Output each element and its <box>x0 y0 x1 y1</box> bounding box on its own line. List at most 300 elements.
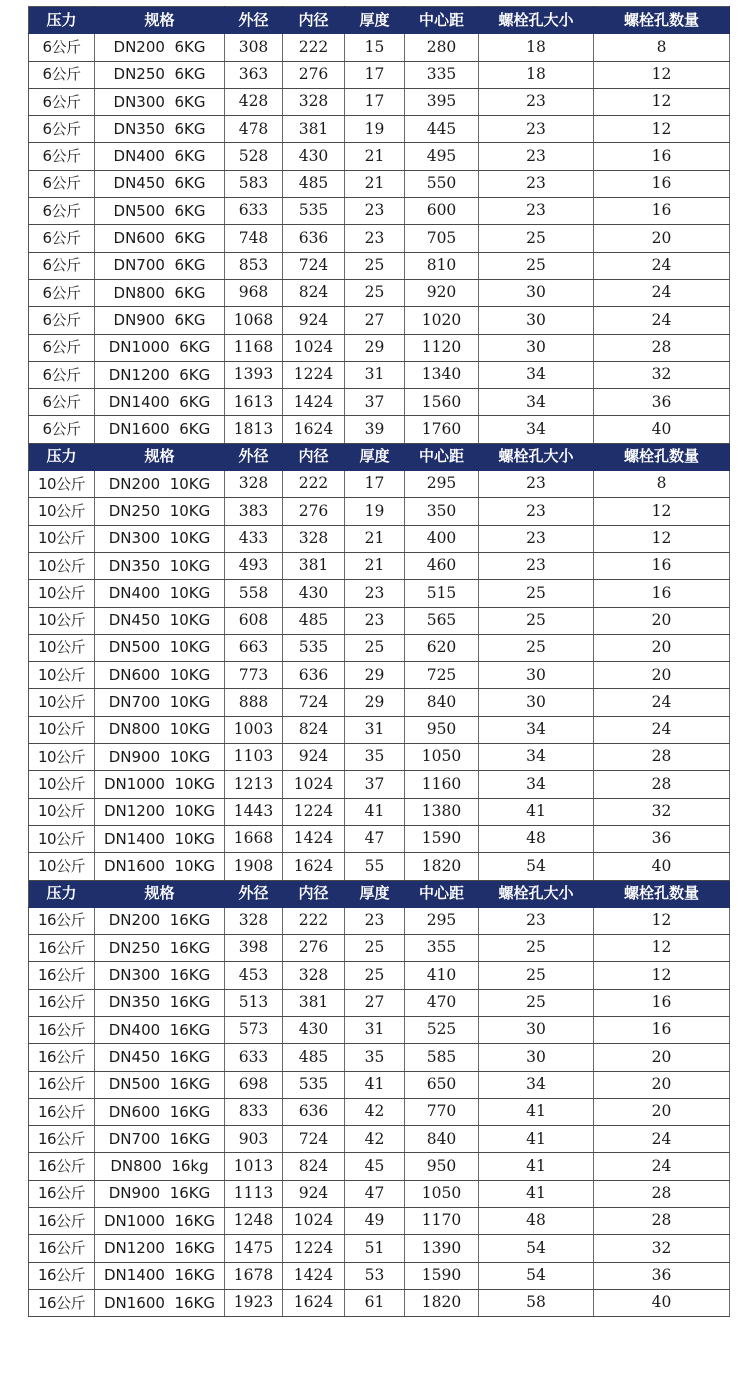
cell-outer-diameter: 363 <box>225 61 283 88</box>
cell-outer-diameter: 773 <box>225 662 283 689</box>
cell-outer-diameter: 573 <box>225 1016 283 1043</box>
cell-spec: DN800 10KG <box>95 716 225 743</box>
table-row <box>29 225 730 252</box>
cell-bolt-hole-size: 48 <box>479 825 594 852</box>
cell-outer-diameter: 968 <box>225 279 283 306</box>
cell-inner-diameter: 328 <box>283 962 345 989</box>
cell-pressure: 16公斤 <box>29 935 95 962</box>
table-row <box>29 143 730 170</box>
table-row <box>29 1016 730 1043</box>
cell-bolt-hole-count: 20 <box>594 1071 730 1098</box>
cell-thickness: 17 <box>345 471 405 498</box>
cell-bolt-hole-count: 32 <box>594 361 730 388</box>
cell-outer-diameter: 478 <box>225 116 283 143</box>
column-header-bolt-hole-size: 螺栓孔大小 <box>479 880 594 907</box>
cell-outer-diameter: 528 <box>225 143 283 170</box>
table-row <box>29 88 730 115</box>
column-header-bolt-hole-size: 螺栓孔大小 <box>479 7 594 34</box>
cell-thickness: 27 <box>345 989 405 1016</box>
cell-bolt-hole-size: 34 <box>479 771 594 798</box>
cell-thickness: 29 <box>345 334 405 361</box>
cell-center-distance: 1560 <box>405 389 479 416</box>
cell-center-distance: 335 <box>405 61 479 88</box>
cell-bolt-hole-size: 25 <box>479 989 594 1016</box>
cell-pressure: 16公斤 <box>29 1153 95 1180</box>
cell-inner-diameter: 824 <box>283 1153 345 1180</box>
cell-center-distance: 565 <box>405 607 479 634</box>
column-header-center-distance: 中心距 <box>405 7 479 34</box>
cell-pressure: 6公斤 <box>29 334 95 361</box>
cell-outer-diameter: 1013 <box>225 1153 283 1180</box>
cell-inner-diameter: 724 <box>283 1126 345 1153</box>
cell-thickness: 35 <box>345 744 405 771</box>
cell-inner-diameter: 1024 <box>283 1208 345 1235</box>
cell-outer-diameter: 428 <box>225 88 283 115</box>
cell-pressure: 10公斤 <box>29 662 95 689</box>
table-row <box>29 61 730 88</box>
cell-bolt-hole-count: 36 <box>594 389 730 416</box>
cell-pressure: 10公斤 <box>29 825 95 852</box>
cell-bolt-hole-count: 24 <box>594 279 730 306</box>
cell-pressure: 6公斤 <box>29 61 95 88</box>
cell-thickness: 45 <box>345 1153 405 1180</box>
cell-bolt-hole-size: 34 <box>479 361 594 388</box>
table-row <box>29 935 730 962</box>
table-row <box>29 116 730 143</box>
cell-center-distance: 1390 <box>405 1235 479 1262</box>
cell-thickness: 17 <box>345 61 405 88</box>
cell-bolt-hole-count: 16 <box>594 1016 730 1043</box>
column-header-thickness: 厚度 <box>345 880 405 907</box>
cell-inner-diameter: 636 <box>283 662 345 689</box>
cell-bolt-hole-size: 18 <box>479 61 594 88</box>
cell-outer-diameter: 1813 <box>225 416 283 443</box>
cell-bolt-hole-count: 12 <box>594 116 730 143</box>
cell-center-distance: 1050 <box>405 1180 479 1207</box>
table-row <box>29 389 730 416</box>
cell-thickness: 41 <box>345 1071 405 1098</box>
cell-spec: DN300 16KG <box>95 962 225 989</box>
cell-bolt-hole-size: 25 <box>479 962 594 989</box>
cell-spec: DN1400 6KG <box>95 389 225 416</box>
cell-center-distance: 1120 <box>405 334 479 361</box>
cell-bolt-hole-size: 30 <box>479 662 594 689</box>
cell-spec: DN250 16KG <box>95 935 225 962</box>
cell-thickness: 47 <box>345 1180 405 1207</box>
cell-spec: DN600 6KG <box>95 225 225 252</box>
cell-pressure: 16公斤 <box>29 1098 95 1125</box>
cell-pressure: 6公斤 <box>29 361 95 388</box>
cell-outer-diameter: 663 <box>225 634 283 661</box>
cell-pressure: 10公斤 <box>29 607 95 634</box>
cell-center-distance: 840 <box>405 689 479 716</box>
cell-pressure: 10公斤 <box>29 853 95 880</box>
cell-inner-diameter: 924 <box>283 744 345 771</box>
cell-outer-diameter: 583 <box>225 170 283 197</box>
cell-center-distance: 295 <box>405 471 479 498</box>
cell-inner-diameter: 222 <box>283 34 345 61</box>
cell-pressure: 10公斤 <box>29 580 95 607</box>
cell-thickness: 55 <box>345 853 405 880</box>
table-row <box>29 1098 730 1125</box>
column-header-center-distance: 中心距 <box>405 880 479 907</box>
cell-inner-diameter: 636 <box>283 225 345 252</box>
header-row <box>29 443 730 470</box>
cell-bolt-hole-count: 16 <box>594 989 730 1016</box>
cell-center-distance: 585 <box>405 1044 479 1071</box>
cell-spec: DN200 10KG <box>95 471 225 498</box>
cell-spec: DN300 10KG <box>95 525 225 552</box>
cell-spec: DN1400 10KG <box>95 825 225 852</box>
cell-inner-diameter: 276 <box>283 498 345 525</box>
cell-thickness: 27 <box>345 307 405 334</box>
cell-pressure: 16公斤 <box>29 1235 95 1262</box>
cell-spec: DN250 10KG <box>95 498 225 525</box>
cell-center-distance: 495 <box>405 143 479 170</box>
cell-center-distance: 920 <box>405 279 479 306</box>
cell-center-distance: 525 <box>405 1016 479 1043</box>
cell-thickness: 41 <box>345 798 405 825</box>
cell-inner-diameter: 924 <box>283 1180 345 1207</box>
cell-bolt-hole-size: 25 <box>479 580 594 607</box>
table-row <box>29 1180 730 1207</box>
cell-bolt-hole-count: 40 <box>594 1289 730 1316</box>
cell-center-distance: 950 <box>405 1153 479 1180</box>
cell-bolt-hole-size: 18 <box>479 34 594 61</box>
table-row <box>29 607 730 634</box>
cell-bolt-hole-size: 30 <box>479 1016 594 1043</box>
cell-bolt-hole-size: 23 <box>479 471 594 498</box>
cell-bolt-hole-size: 48 <box>479 1208 594 1235</box>
cell-outer-diameter: 1475 <box>225 1235 283 1262</box>
cell-spec: DN450 6KG <box>95 170 225 197</box>
cell-center-distance: 650 <box>405 1071 479 1098</box>
cell-bolt-hole-size: 23 <box>479 88 594 115</box>
table-row <box>29 825 730 852</box>
cell-inner-diameter: 535 <box>283 1071 345 1098</box>
cell-bolt-hole-count: 12 <box>594 907 730 934</box>
cell-center-distance: 1820 <box>405 853 479 880</box>
cell-bolt-hole-count: 20 <box>594 607 730 634</box>
cell-thickness: 31 <box>345 716 405 743</box>
cell-outer-diameter: 1103 <box>225 744 283 771</box>
cell-bolt-hole-count: 24 <box>594 1153 730 1180</box>
cell-thickness: 61 <box>345 1289 405 1316</box>
cell-outer-diameter: 1443 <box>225 798 283 825</box>
cell-spec: DN800 16kg <box>95 1153 225 1180</box>
cell-pressure: 6公斤 <box>29 88 95 115</box>
cell-bolt-hole-size: 41 <box>479 798 594 825</box>
cell-thickness: 23 <box>345 580 405 607</box>
table-row <box>29 498 730 525</box>
cell-thickness: 53 <box>345 1262 405 1289</box>
cell-inner-diameter: 381 <box>283 552 345 579</box>
table-row <box>29 771 730 798</box>
cell-outer-diameter: 398 <box>225 935 283 962</box>
cell-pressure: 10公斤 <box>29 498 95 525</box>
table-row <box>29 334 730 361</box>
table-row <box>29 552 730 579</box>
cell-pressure: 6公斤 <box>29 170 95 197</box>
cell-pressure: 16公斤 <box>29 1208 95 1235</box>
cell-bolt-hole-size: 34 <box>479 716 594 743</box>
cell-thickness: 23 <box>345 198 405 225</box>
cell-thickness: 21 <box>345 170 405 197</box>
cell-bolt-hole-size: 23 <box>479 116 594 143</box>
cell-thickness: 37 <box>345 771 405 798</box>
table-row <box>29 525 730 552</box>
cell-spec: DN1600 6KG <box>95 416 225 443</box>
cell-outer-diameter: 328 <box>225 471 283 498</box>
cell-bolt-hole-size: 23 <box>479 170 594 197</box>
column-header-thickness: 厚度 <box>345 7 405 34</box>
column-header-spec: 规格 <box>95 7 225 34</box>
cell-outer-diameter: 1678 <box>225 1262 283 1289</box>
cell-spec: DN800 6KG <box>95 279 225 306</box>
cell-thickness: 47 <box>345 825 405 852</box>
cell-bolt-hole-count: 32 <box>594 798 730 825</box>
column-header-inner-diameter: 内径 <box>283 880 345 907</box>
cell-outer-diameter: 833 <box>225 1098 283 1125</box>
table-row <box>29 471 730 498</box>
cell-bolt-hole-count: 12 <box>594 498 730 525</box>
cell-inner-diameter: 222 <box>283 471 345 498</box>
cell-thickness: 42 <box>345 1126 405 1153</box>
cell-bolt-hole-size: 30 <box>479 334 594 361</box>
cell-pressure: 10公斤 <box>29 634 95 661</box>
cell-inner-diameter: 328 <box>283 525 345 552</box>
table-row <box>29 1262 730 1289</box>
cell-spec: DN1400 16KG <box>95 1262 225 1289</box>
cell-bolt-hole-count: 24 <box>594 1126 730 1153</box>
cell-center-distance: 1170 <box>405 1208 479 1235</box>
cell-pressure: 6公斤 <box>29 307 95 334</box>
cell-pressure: 16公斤 <box>29 1126 95 1153</box>
cell-bolt-hole-size: 23 <box>479 552 594 579</box>
table-row <box>29 170 730 197</box>
cell-bolt-hole-size: 54 <box>479 853 594 880</box>
cell-spec: DN500 6KG <box>95 198 225 225</box>
cell-inner-diameter: 1224 <box>283 798 345 825</box>
table-row <box>29 1235 730 1262</box>
cell-pressure: 16公斤 <box>29 1289 95 1316</box>
cell-inner-diameter: 430 <box>283 143 345 170</box>
column-header-pressure: 压力 <box>29 7 95 34</box>
cell-pressure: 16公斤 <box>29 907 95 934</box>
cell-bolt-hole-size: 54 <box>479 1262 594 1289</box>
cell-center-distance: 1590 <box>405 825 479 852</box>
header-row <box>29 880 730 907</box>
column-header-bolt-hole-count: 螺栓孔数量 <box>594 880 730 907</box>
cell-outer-diameter: 1613 <box>225 389 283 416</box>
cell-thickness: 21 <box>345 552 405 579</box>
cell-pressure: 16公斤 <box>29 962 95 989</box>
cell-center-distance: 950 <box>405 716 479 743</box>
cell-bolt-hole-size: 25 <box>479 225 594 252</box>
cell-spec: DN700 10KG <box>95 689 225 716</box>
cell-bolt-hole-count: 20 <box>594 634 730 661</box>
cell-bolt-hole-count: 16 <box>594 170 730 197</box>
cell-pressure: 10公斤 <box>29 744 95 771</box>
cell-center-distance: 1340 <box>405 361 479 388</box>
cell-outer-diameter: 1248 <box>225 1208 283 1235</box>
cell-bolt-hole-count: 28 <box>594 771 730 798</box>
cell-outer-diameter: 383 <box>225 498 283 525</box>
cell-bolt-hole-count: 20 <box>594 662 730 689</box>
cell-center-distance: 1380 <box>405 798 479 825</box>
cell-pressure: 10公斤 <box>29 552 95 579</box>
cell-bolt-hole-size: 23 <box>479 525 594 552</box>
cell-pressure: 10公斤 <box>29 771 95 798</box>
cell-outer-diameter: 903 <box>225 1126 283 1153</box>
cell-bolt-hole-size: 25 <box>479 252 594 279</box>
cell-inner-diameter: 636 <box>283 1098 345 1125</box>
table-row <box>29 634 730 661</box>
cell-spec: DN1000 16KG <box>95 1208 225 1235</box>
cell-spec: DN1000 10KG <box>95 771 225 798</box>
cell-pressure: 10公斤 <box>29 689 95 716</box>
cell-spec: DN350 6KG <box>95 116 225 143</box>
column-header-outer-diameter: 外径 <box>225 443 283 470</box>
cell-bolt-hole-count: 24 <box>594 252 730 279</box>
cell-center-distance: 355 <box>405 935 479 962</box>
cell-outer-diameter: 1068 <box>225 307 283 334</box>
table-row <box>29 252 730 279</box>
cell-spec: DN600 10KG <box>95 662 225 689</box>
cell-bolt-hole-count: 28 <box>594 744 730 771</box>
cell-inner-diameter: 535 <box>283 634 345 661</box>
cell-center-distance: 1590 <box>405 1262 479 1289</box>
cell-outer-diameter: 888 <box>225 689 283 716</box>
cell-center-distance: 395 <box>405 88 479 115</box>
cell-thickness: 23 <box>345 907 405 934</box>
cell-bolt-hole-size: 34 <box>479 744 594 771</box>
cell-pressure: 6公斤 <box>29 143 95 170</box>
flange-spec-table <box>28 6 730 1317</box>
cell-spec: DN400 10KG <box>95 580 225 607</box>
cell-thickness: 19 <box>345 498 405 525</box>
cell-center-distance: 295 <box>405 907 479 934</box>
cell-pressure: 6公斤 <box>29 416 95 443</box>
cell-thickness: 17 <box>345 88 405 115</box>
cell-outer-diameter: 308 <box>225 34 283 61</box>
cell-inner-diameter: 824 <box>283 716 345 743</box>
cell-inner-diameter: 824 <box>283 279 345 306</box>
cell-inner-diameter: 1624 <box>283 1289 345 1316</box>
table-row <box>29 1289 730 1316</box>
cell-thickness: 39 <box>345 416 405 443</box>
cell-bolt-hole-count: 16 <box>594 198 730 225</box>
cell-inner-diameter: 276 <box>283 61 345 88</box>
column-header-pressure: 压力 <box>29 880 95 907</box>
cell-bolt-hole-size: 25 <box>479 634 594 661</box>
cell-bolt-hole-count: 20 <box>594 1098 730 1125</box>
cell-outer-diameter: 608 <box>225 607 283 634</box>
cell-pressure: 16公斤 <box>29 989 95 1016</box>
cell-bolt-hole-size: 41 <box>479 1098 594 1125</box>
cell-spec: DN500 10KG <box>95 634 225 661</box>
cell-bolt-hole-size: 30 <box>479 689 594 716</box>
cell-center-distance: 350 <box>405 498 479 525</box>
table-row <box>29 1071 730 1098</box>
column-header-inner-diameter: 内径 <box>283 443 345 470</box>
cell-bolt-hole-size: 58 <box>479 1289 594 1316</box>
cell-pressure: 6公斤 <box>29 389 95 416</box>
cell-pressure: 6公斤 <box>29 198 95 225</box>
table-row <box>29 689 730 716</box>
column-header-outer-diameter: 外径 <box>225 7 283 34</box>
cell-thickness: 25 <box>345 279 405 306</box>
cell-pressure: 10公斤 <box>29 471 95 498</box>
table-row <box>29 662 730 689</box>
cell-outer-diameter: 328 <box>225 907 283 934</box>
cell-inner-diameter: 276 <box>283 935 345 962</box>
cell-bolt-hole-count: 24 <box>594 716 730 743</box>
cell-spec: DN900 6KG <box>95 307 225 334</box>
column-header-bolt-hole-count: 螺栓孔数量 <box>594 443 730 470</box>
cell-pressure: 6公斤 <box>29 34 95 61</box>
cell-bolt-hole-size: 23 <box>479 907 594 934</box>
cell-outer-diameter: 633 <box>225 198 283 225</box>
cell-center-distance: 620 <box>405 634 479 661</box>
cell-center-distance: 1760 <box>405 416 479 443</box>
cell-spec: DN700 16KG <box>95 1126 225 1153</box>
cell-thickness: 51 <box>345 1235 405 1262</box>
cell-spec: DN900 16KG <box>95 1180 225 1207</box>
cell-center-distance: 840 <box>405 1126 479 1153</box>
table-row <box>29 853 730 880</box>
cell-thickness: 31 <box>345 1016 405 1043</box>
cell-thickness: 31 <box>345 361 405 388</box>
cell-bolt-hole-count: 16 <box>594 580 730 607</box>
cell-thickness: 42 <box>345 1098 405 1125</box>
cell-spec: DN1600 10KG <box>95 853 225 880</box>
cell-inner-diameter: 724 <box>283 689 345 716</box>
cell-outer-diameter: 558 <box>225 580 283 607</box>
cell-thickness: 21 <box>345 525 405 552</box>
cell-spec: DN600 16KG <box>95 1098 225 1125</box>
cell-bolt-hole-count: 12 <box>594 962 730 989</box>
cell-bolt-hole-size: 41 <box>479 1153 594 1180</box>
table-row <box>29 798 730 825</box>
cell-bolt-hole-count: 20 <box>594 1044 730 1071</box>
column-header-spec: 规格 <box>95 880 225 907</box>
cell-bolt-hole-size: 34 <box>479 416 594 443</box>
cell-pressure: 10公斤 <box>29 798 95 825</box>
cell-inner-diameter: 1624 <box>283 416 345 443</box>
cell-thickness: 25 <box>345 962 405 989</box>
cell-bolt-hole-count: 12 <box>594 88 730 115</box>
cell-outer-diameter: 453 <box>225 962 283 989</box>
table-row <box>29 580 730 607</box>
cell-inner-diameter: 724 <box>283 252 345 279</box>
cell-spec: DN450 16KG <box>95 1044 225 1071</box>
cell-bolt-hole-count: 24 <box>594 307 730 334</box>
cell-outer-diameter: 433 <box>225 525 283 552</box>
cell-center-distance: 445 <box>405 116 479 143</box>
cell-bolt-hole-count: 24 <box>594 689 730 716</box>
cell-inner-diameter: 1424 <box>283 825 345 852</box>
cell-thickness: 25 <box>345 634 405 661</box>
cell-pressure: 16公斤 <box>29 1016 95 1043</box>
cell-spec: DN350 16KG <box>95 989 225 1016</box>
cell-bolt-hole-size: 34 <box>479 1071 594 1098</box>
cell-inner-diameter: 430 <box>283 1016 345 1043</box>
cell-inner-diameter: 1424 <box>283 389 345 416</box>
cell-thickness: 21 <box>345 143 405 170</box>
cell-thickness: 23 <box>345 225 405 252</box>
cell-thickness: 15 <box>345 34 405 61</box>
